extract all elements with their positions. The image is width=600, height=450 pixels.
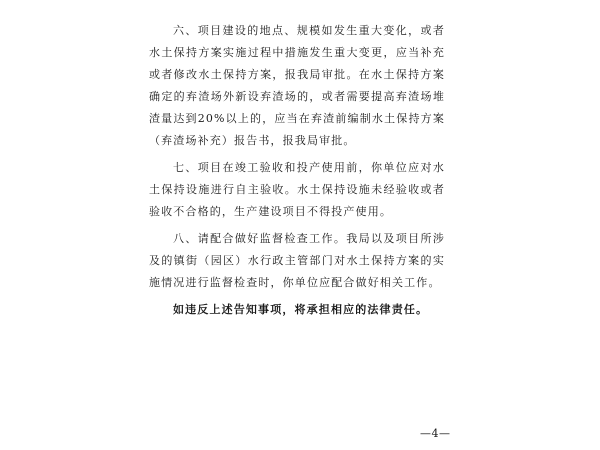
- closing-statement: 如违反上述告知事项，将承担相应的法律责任。: [173, 303, 429, 316]
- document-body: [149, 20, 445, 326]
- paragraph-item-six: 六、项目建设的地点、规模如发生重大变化，或者水土保持方案实施过程中措施发生重大变更，应当补充或者修改水土保持方案，报我局审批。在水土保持方案确定的弃渣场外新设弃渣场的，或者需要提高弃渣场堆渣量达到20%以上的，应当在弃渣前编制水土保持方案（弃渣场补充）报告书，报我局审批。: [149, 24, 445, 147]
- paragraph-item-seven: 七、项目在竣工验收和投产使用前，你单位应对水土保持设施进行自主验收。水土保持设施未经验收或者验收不合格的，生产建设项目不得投产使用。: [149, 161, 445, 218]
- page-number: —4—: [420, 427, 451, 440]
- paragraph-item-eight: 八、请配合做好监督检查工作。我局以及项目所涉及的镇街（园区）水行政主管部门对水土保持方案的实施情况进行监督检查时，你单位应配合做好相关工作。: [149, 232, 445, 289]
